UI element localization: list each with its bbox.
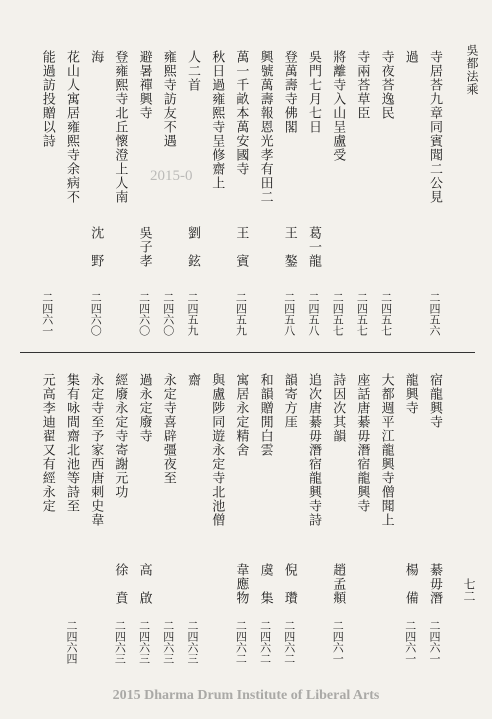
entry-title: 大都週平江龍興寺僧聞上 (378, 373, 394, 527)
entry-title: 過永定廢寺 (136, 373, 152, 443)
entry-title: 人二首 (185, 50, 200, 92)
entry-page: 二四五六 (428, 292, 441, 336)
entry-page: 二四六二 (282, 620, 296, 664)
entry-title: 過 (402, 50, 418, 64)
entry-page: 二四五九 (186, 292, 199, 336)
entry-page: 二四六四 (65, 620, 78, 664)
entry-title: 萬一千畝本萬安國寺 (233, 50, 249, 176)
entry-author: 徐 賁 (112, 563, 128, 605)
entry-title: 集有咏間齋北池等詩至 (64, 373, 79, 513)
entry-title: 寺夜荅逸民 (378, 50, 394, 120)
entry-author: 劉 鉉 (185, 226, 200, 268)
entry-author: 吳子孝 (136, 226, 152, 268)
entry-page: 二四六〇 (137, 292, 151, 336)
entry-title: 和韻贈閒白雲 (257, 373, 273, 457)
entry-author: 倪 瓚 (281, 563, 297, 605)
entry-page: 二四六二 (234, 620, 248, 664)
entry-title: 吳門七月七日 (306, 50, 321, 134)
entry-title: 詩因次其韻 (330, 373, 346, 443)
entry-title: 海 (88, 50, 104, 64)
entry-page: 二四六三 (161, 620, 175, 664)
entry-page: 二四六一 (428, 620, 441, 664)
entry-page: 二四六一 (331, 620, 345, 664)
entry-author: 沈 野 (88, 226, 104, 268)
entry-title: 元高李迪翟又有經永定 (39, 373, 55, 513)
section-divider (20, 352, 475, 353)
entry-page: 二四六〇 (89, 292, 103, 336)
entry-page: 二四六二 (258, 620, 272, 664)
entry-author: 虞 集 (257, 563, 273, 605)
entry-title: 韻寄方厓 (281, 373, 297, 429)
page-number: 七二 (462, 578, 476, 602)
date-stamp: 2015-0 (150, 168, 193, 184)
entry-title: 寓居永定精舍 (233, 373, 249, 457)
entry-page: 二四六一 (40, 292, 54, 336)
entry-author: 高 啟 (136, 563, 152, 605)
entry-author: 王 賓 (233, 226, 249, 268)
entry-title: 經廢永定寺寄謝元功 (112, 373, 128, 499)
entry-title: 與盧陟同遊永定寺北池僧 (209, 373, 225, 527)
entry-page: 二四六一 (403, 620, 417, 664)
entry-title: 雍熙寺訪友不遇 (160, 50, 176, 148)
running-title: 吳都法乘 (465, 44, 479, 96)
entry-page: 二四六三 (137, 620, 151, 664)
entry-title: 追次唐綦毋潛宿龍興寺詩 (306, 373, 321, 527)
entry-page: 二四五八 (307, 292, 320, 336)
entry-title: 興號萬壽報恩光孝有田二 (257, 50, 273, 204)
entry-page: 二四六三 (113, 620, 127, 664)
entry-title: 永定寺喜辟彊夜至 (160, 373, 176, 485)
entry-page: 二四五七 (331, 292, 345, 336)
entry-title: 寺兩荅草臣 (354, 50, 370, 120)
entry-title: 宿龍興寺 (427, 373, 442, 429)
entry-author: 王 鏊 (281, 226, 297, 268)
entry-title: 寺居荅九章同賓聞二公見 (427, 50, 442, 204)
entry-page: 二四五九 (234, 292, 248, 336)
entry-title: 登雍熙寺北丘懷澄上人南 (112, 50, 128, 204)
entry-page: 二四六三 (186, 620, 199, 664)
entry-page: 二四五七 (379, 292, 393, 336)
entry-title: 花山人寓居雍熙寺余病不 (64, 50, 79, 204)
entry-title: 座話唐綦毋潛宿龍興寺 (354, 373, 370, 513)
entry-page: 二四五八 (282, 292, 296, 336)
watermark: 2015 Dharma Drum Institute of Liberal Arts (112, 688, 380, 703)
entry-title: 將離寺入山呈盧受 (330, 50, 346, 162)
entry-author: 葛一龍 (306, 226, 321, 268)
entry-title: 登萬壽寺佛閣 (281, 50, 297, 134)
entry-author: 韋應物 (233, 563, 249, 605)
entry-author: 楊 備 (402, 563, 418, 605)
entry-title: 龍興寺 (402, 373, 418, 415)
entry-page: 二四五七 (355, 292, 369, 336)
entry-title: 秋日過雍熙寺呈修齋上 (209, 50, 225, 190)
entry-page: 二四六〇 (161, 292, 175, 336)
entry-title: 永定寺至予家西唐刺史韋 (88, 373, 104, 527)
entry-title: 齋 (185, 373, 200, 387)
entry-author: 綦毋潛 (427, 563, 442, 605)
entry-title: 能過訪投贈以詩 (39, 50, 55, 148)
entry-title: 避暑禪興寺 (136, 50, 152, 120)
entry-author: 趙孟頫 (330, 563, 346, 605)
